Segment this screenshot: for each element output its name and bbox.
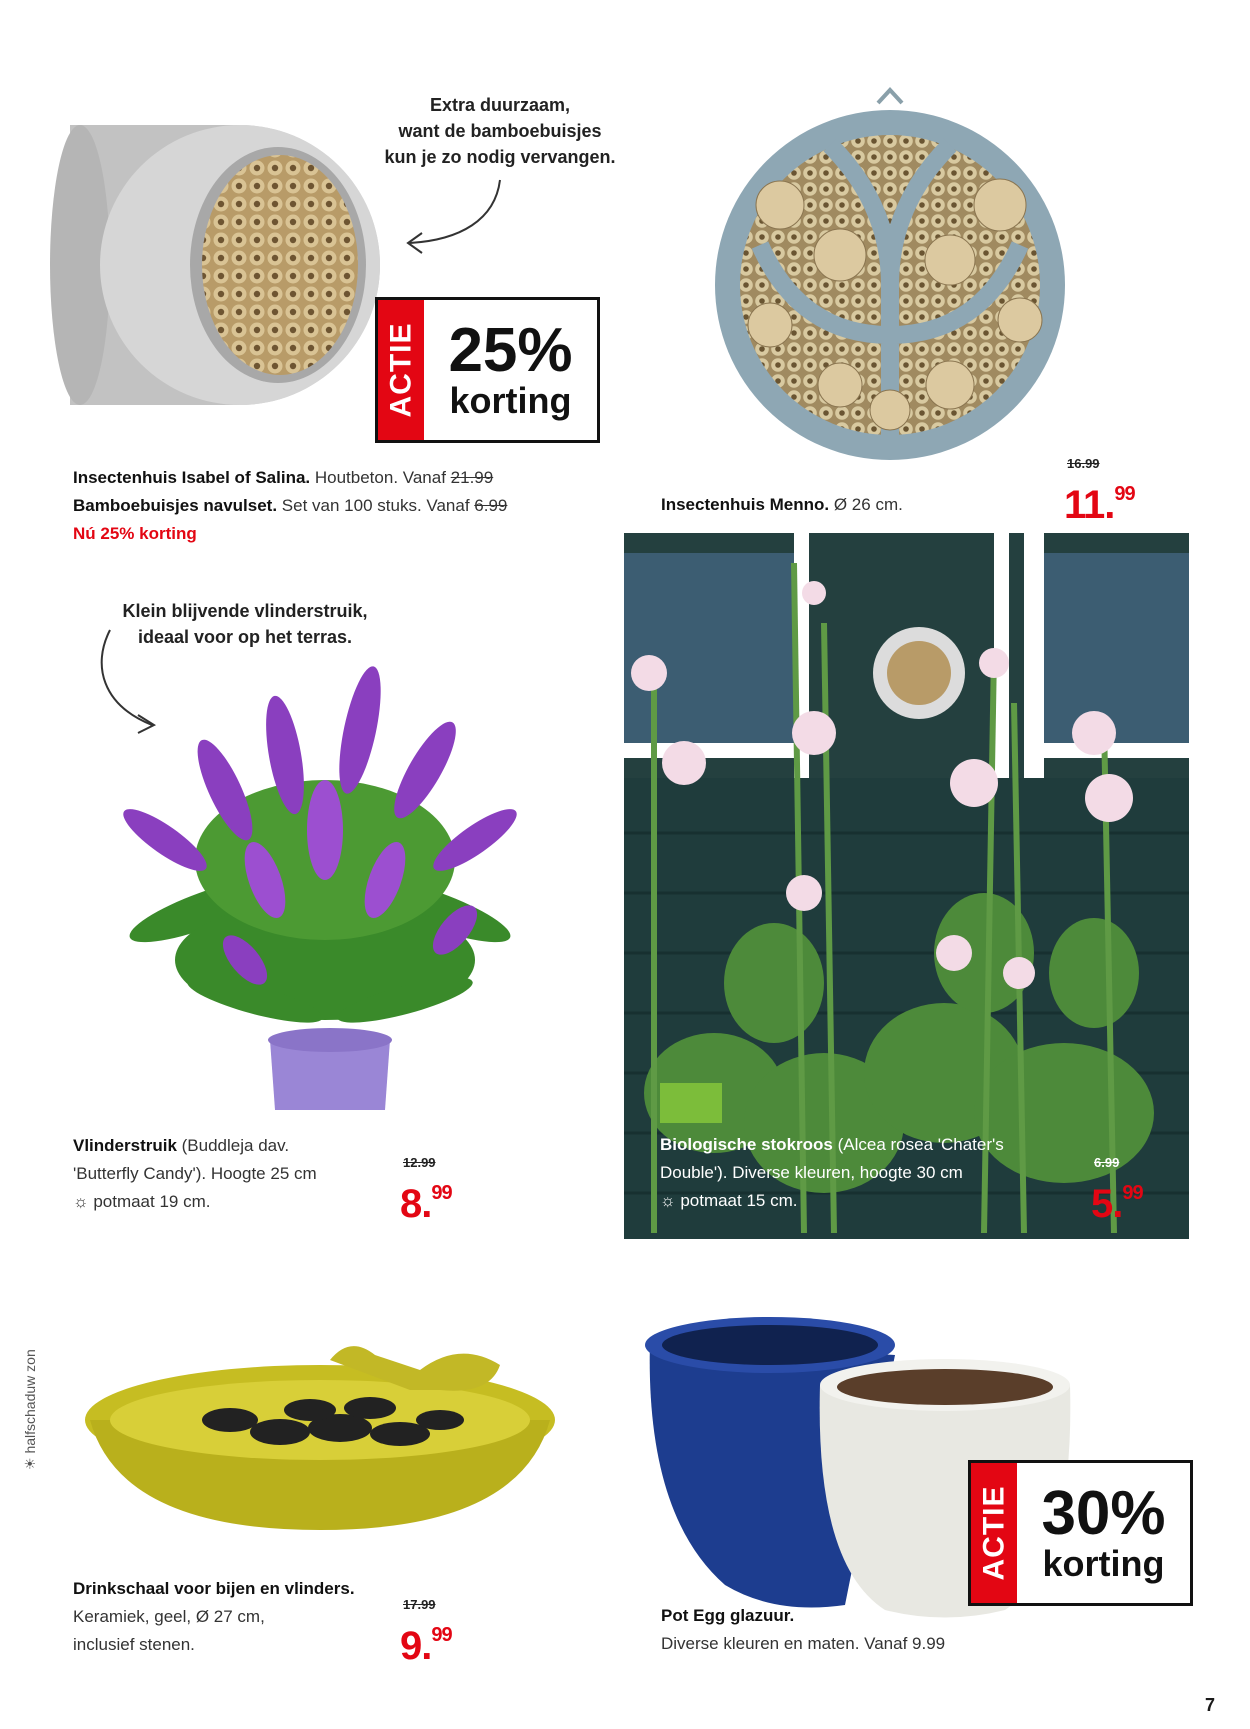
discount-korting: korting: [1042, 1543, 1165, 1584]
discount-badge-30: [968, 1460, 1193, 1606]
water-bowl-image: [80, 1340, 560, 1540]
isabel-description: Insectenhuis Isabel of Salina. Houtbeton. Vanaf 21.99 Bamboebuisjes navulset. Set van 100 stuks. Vanaf 6.99 Nú 25% korting: [73, 468, 508, 543]
discount-badge-25: [375, 297, 600, 443]
hollyhock-description: Biologische stokroos (Alcea rosea 'Chater's Double'). Diverse kleuren, hoogte 30 cm ☼ potmaat 15 cm.: [660, 1135, 1004, 1210]
discount-percent: 30%: [1041, 1479, 1166, 1548]
pot-egg-description: Pot Egg glazuur. Diverse kleuren en maten. Vanaf 9.99: [661, 1606, 946, 1653]
insect-house-isabel-image: [50, 105, 410, 415]
hollyhock-price: 5.99: [1091, 1182, 1143, 1226]
menno-description: Insectenhuis Menno. Ø 26 cm.: [661, 495, 903, 514]
hollyhock-old-price: 6.99: [1094, 1155, 1120, 1170]
butterfly-bush-callout-note: Klein blijvende vlinderstruik, ideaal voor op het terras.: [122, 601, 368, 647]
water-bowl-price: 9.99: [400, 1624, 452, 1668]
actie-label: ACTIE: [971, 1463, 1017, 1603]
menno-old-price: 16.99: [1067, 456, 1100, 471]
butterfly-bush-price: 8.99: [400, 1182, 452, 1226]
butterfly-bush-old-price: 12.99: [403, 1155, 436, 1170]
discount-percent: 25%: [448, 316, 573, 385]
actie-label: ACTIE: [378, 300, 424, 440]
callout-arrow-icon: [400, 175, 510, 260]
butterfly-bush-image: [85, 660, 545, 1120]
water-bowl-old-price: 17.99: [403, 1597, 436, 1612]
sun-icon: ☼: [660, 1191, 681, 1210]
butterfly-bush-description: Vlinderstruik (Buddleja dav. 'Butterfly Candy'). Hoogte 25 cm ☼ potmaat 19 cm.: [73, 1136, 317, 1211]
water-bowl-description: Drinkschaal voor bijen en vlinders. Keramiek, geel, Ø 27 cm, inclusief stenen.: [73, 1579, 355, 1654]
sun-icon: ☼: [73, 1192, 94, 1211]
menno-price: 11.99: [1064, 483, 1135, 527]
isabel-callout-note: Extra duurzaam, want de bamboebuisjes kun je zo nodig vervangen.: [384, 95, 616, 167]
page-number: 7: [1205, 1695, 1216, 1715]
discount-korting: korting: [449, 380, 572, 421]
light-legend: ☀ halfschaduw zon: [22, 1349, 38, 1470]
insect-house-menno-image: [690, 85, 1090, 465]
halfshade-icon: ☀: [22, 1453, 38, 1470]
hollyhock-photo: [624, 533, 1189, 1239]
